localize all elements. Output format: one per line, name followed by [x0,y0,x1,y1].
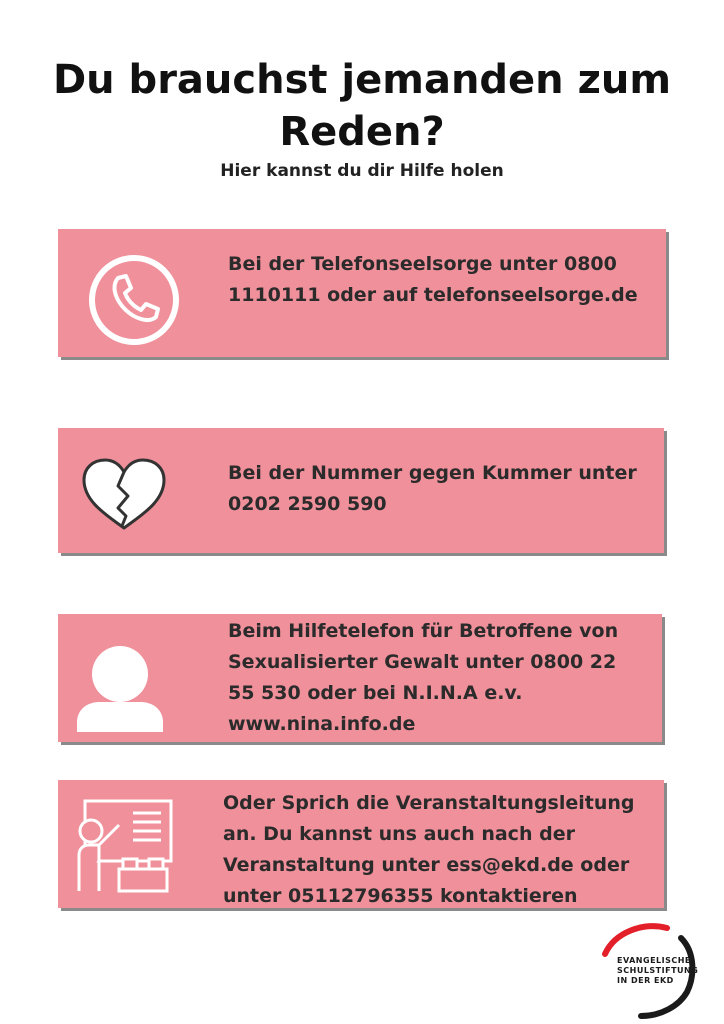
help-card-text: Oder Sprich die Veranstaltungsleitung an. Du kannst uns auch nach der Veranstaltung unter ess@ekd.de oder unter 05112796355 kontaktieren [223,792,635,907]
page-subtitle: Hier kannst du dir Hilfe holen [220,161,504,181]
broken-heart-icon [78,456,170,531]
help-card-telefonseelsorge [58,229,666,357]
presentation-icon [73,795,178,895]
help-card-text: Bei der Telefonseelsorge unter 0800 1110111 oder auf telefonseelsorge.de [228,253,638,306]
help-card-text: Bei der Nummer gegen Kummer unter 0202 2590 590 [228,462,637,515]
logo-line-3: IN DER EKD [617,976,674,985]
help-card-nummer-gegen-kummer [58,428,664,553]
person-icon [73,644,168,734]
phone-icon [88,254,180,346]
help-card-hilfetelefon [58,614,662,742]
page-title: Du brauchst jemanden zum Reden? [52,57,672,155]
evangelische-schulstiftung-logo [595,920,705,1020]
logo-line-2: SCHULSTIFTUNG [617,966,699,975]
help-card-text: Beim Hilfetelefon für Betroffene von Sexualisierter Gewalt unter 0800 22 55 530 oder bei N.I.N.A e.v. www.nina.info.de [228,620,619,735]
help-card-veranstaltungsleitung [58,780,664,908]
logo-line-1: EVANGELISCHE [617,956,691,965]
logo-text [617,956,698,986]
